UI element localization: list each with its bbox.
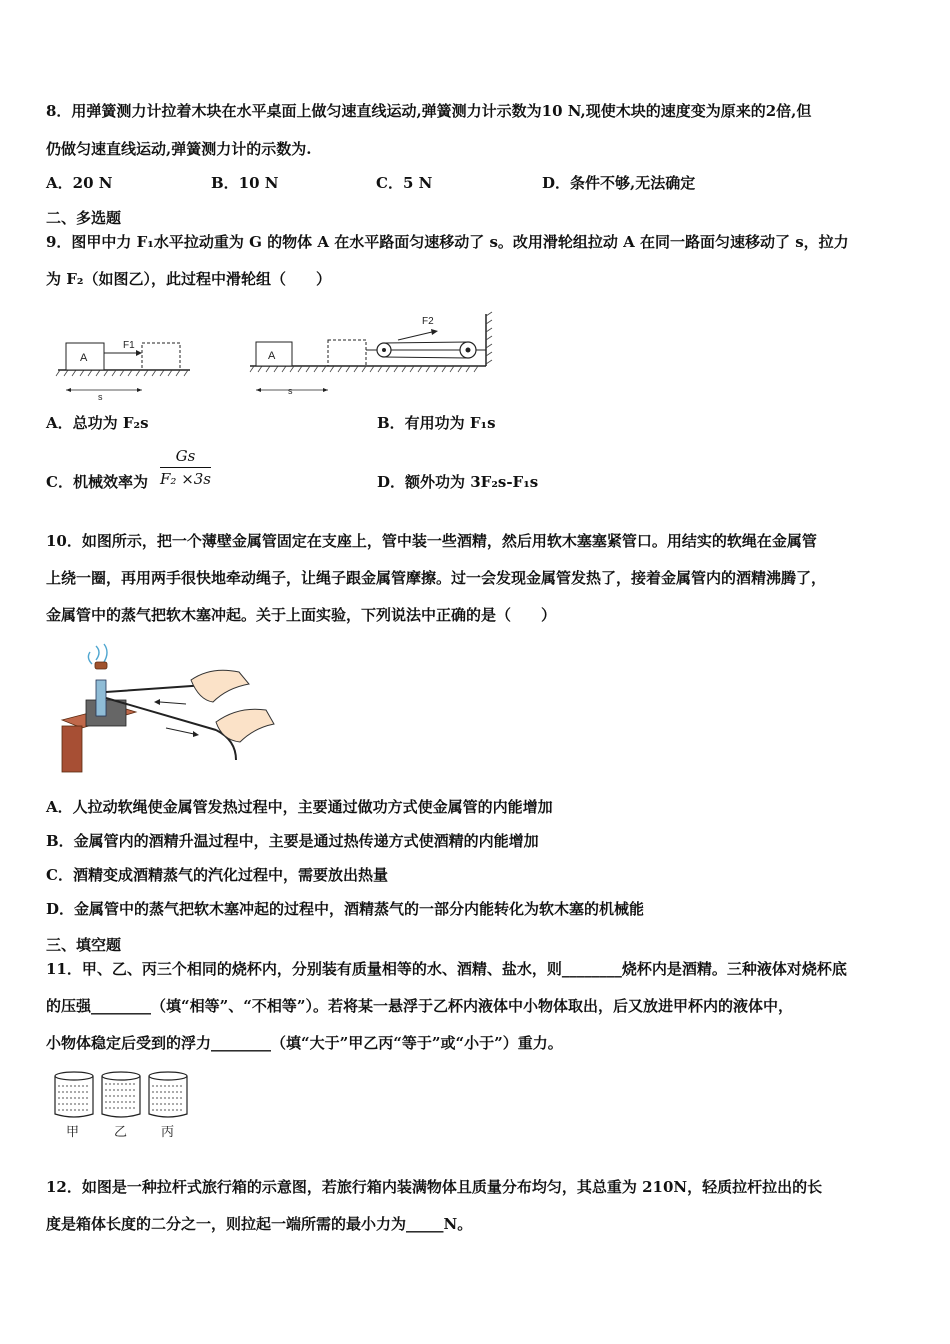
q11-beaker-label: 甲	[66, 1124, 80, 1139]
q11-line-1: 11．甲、乙、丙三个相同的烧杯内，分别装有质量相等的水、酒精、盐水，则________烧杯内是酒精。三种液体对烧杯底	[46, 960, 847, 978]
q10-line-2: 上绕一圈，再用两手很快地牵动绳子，让绳子跟金属管摩擦。过一会发现金属管发热了，接着金属管内的酒精沸腾了，	[46, 569, 827, 587]
q10-hand-upper	[191, 670, 249, 702]
q10-option-d[interactable]: D．金属管中的蒸气把软木塞冲起的过程中，酒精蒸气的一部分内能转化为软木塞的机械能	[46, 900, 645, 918]
q8-line-2: 仍做匀速直线运动,弹簧测力计的示数为.	[46, 140, 312, 158]
section-multiple-choice-heading: 二、多选题	[46, 209, 122, 227]
q8-option-d[interactable]: D．条件不够,无法确定	[542, 174, 696, 192]
q9-option-c-fraction	[160, 447, 211, 488]
q8-option-b[interactable]: B．10 N	[211, 174, 279, 192]
q10-option-c[interactable]: C．酒精变成酒精蒸气的汽化过程中，需要放出热量	[46, 866, 388, 884]
q10-figure	[56, 640, 286, 780]
q9-fraction-denominator: F₂ ×3s	[160, 470, 211, 488]
q10-option-b[interactable]: B．金属管内的酒精升温过程中，主要是通过热传递方式使酒精的内能增加	[46, 832, 539, 850]
q9-right-block-label: A	[268, 350, 276, 362]
q9-option-c[interactable]	[46, 472, 148, 492]
q9-right-block-dashed	[328, 340, 366, 366]
q9-left-block-dashed	[142, 343, 180, 370]
q10-hand-lower	[216, 709, 274, 742]
q9-fraction-numerator: Gs	[160, 447, 211, 468]
q10-line-3: 金属管中的蒸气把软木塞冲起。关于上面实验，下列说法中正确的是（ ）	[46, 606, 557, 624]
q9-option-c-label: C．机械效率为	[46, 473, 148, 491]
q10-line-1: 10．如图所示，把一个薄壁金属管固定在支座上，管中装一些酒精，然后用软木塞塞紧管口。用结实的软绳在金属管	[46, 532, 817, 550]
q9-option-a[interactable]: A．总功为 F₂s	[46, 414, 149, 432]
q11-line-3: 小物体稳定后受到的浮力________（填“大于”甲乙丙“等于”或“小于”）重力。	[46, 1034, 563, 1052]
q9-figure	[50, 310, 500, 406]
q10-metal-tube	[96, 680, 106, 716]
q10-cork	[95, 662, 107, 669]
q12-line-2: 度是箱体长度的二分之一，则拉起一端所需的最小力为_____N。	[46, 1215, 473, 1233]
q9-right-distance-label: s	[288, 386, 293, 396]
q11-beaker-label: 丙	[161, 1124, 175, 1139]
q8-option-c[interactable]: C．5 N	[376, 174, 433, 192]
q9-f1-label: F1	[123, 340, 135, 351]
q9-line-1: 9．图甲中力 F₁水平拉动重为 G 的物体 A 在水平路面匀速移动了 s。改用滑轮组拉动 A 在同一路面匀速移动了 s，拉力	[46, 233, 849, 251]
q11-beaker-label: 乙	[114, 1124, 128, 1139]
q11-figure	[46, 1068, 196, 1144]
q10-option-a[interactable]: A．人拉动软绳使金属管发热过程中，主要通过做功方式使金属管的内能增加	[46, 798, 553, 816]
section-fill-blank-heading: 三、填空题	[46, 936, 122, 954]
q9-option-d[interactable]: D．额外功为 3F₂s-F₁s	[377, 473, 539, 491]
q11-beaker	[102, 1072, 140, 1117]
q12-line-1: 12．如图是一种拉杆式旅行箱的示意图，若旅行箱内装满物体且质量分布均匀，其总重为 210N，轻质拉杆拉出的长	[46, 1178, 823, 1196]
q8-line-1: 8．用弹簧测力计拉着木块在水平桌面上做匀速直线运动,弹簧测力计示数为10 N,现使木块的速度变为原来的2倍,但	[46, 102, 812, 120]
q9-option-b[interactable]: B．有用功为 F₁s	[377, 414, 496, 432]
q9-line-2: 为 F₂（如图乙），此过程中滑轮组（ ）	[46, 270, 331, 288]
q9-left-block-label: A	[80, 352, 88, 364]
q9-left-distance-label: s	[98, 392, 103, 402]
q9-f2-arrow	[398, 332, 432, 340]
q9-f2-label: F2	[422, 316, 434, 327]
q8-option-a[interactable]: A．20 N	[46, 174, 113, 192]
q11-line-2: 的压强________（填“相等”、“不相等”）。若将某一悬浮于乙杯内液体中小物体取出，后又放进甲杯内的液体中，	[46, 997, 794, 1015]
